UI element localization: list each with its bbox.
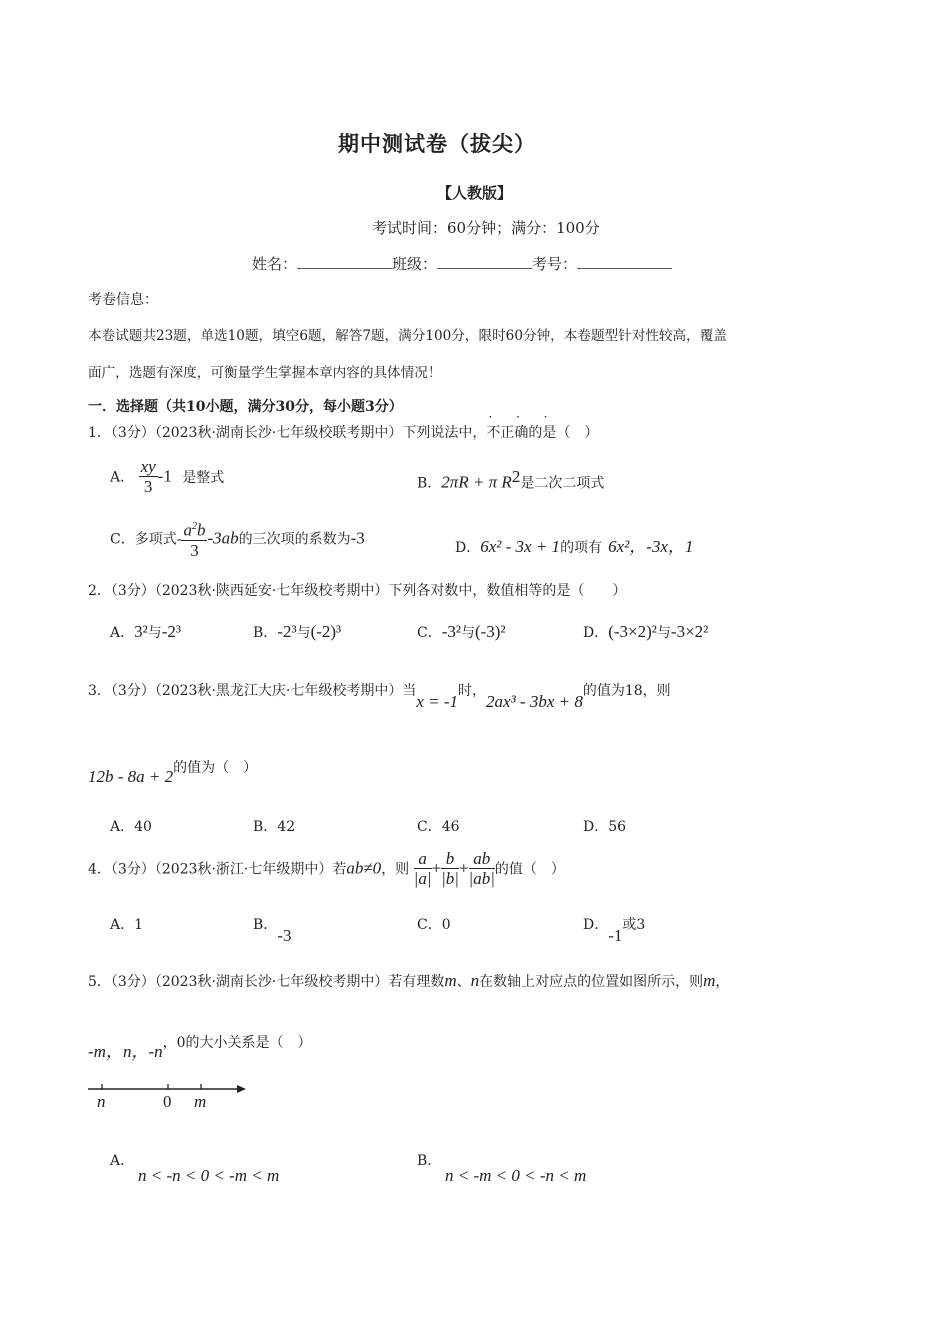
exam-info: 考试时间：60分钟；满分：100分 — [372, 219, 600, 237]
question-3-stem: 3．（3分）（2023秋·黑龙江大庆·七年级校考期中）当x = -1时，2ax³ - 3bx + 8的值为18，则 — [88, 683, 671, 711]
number-label: 考号： — [532, 255, 578, 273]
q2-option-a[interactable]: A．3²与-2³ — [110, 622, 181, 641]
fraction: $\frac{b}{|b|}$ — [441, 849, 459, 888]
question-3-line-2: 12b - 8a + 2的值为（ ） — [88, 760, 258, 786]
name-label: 姓名： — [252, 255, 298, 273]
page-title: 期中测试卷（拔尖） — [338, 131, 536, 156]
info-line-1: 本卷试题共23题，单选10题，填空6题，解答7题，满分100分，限时60分钟，本卷题型针对性较高，覆盖 — [88, 328, 727, 344]
q1-option-a[interactable]: A． $\frac{xy}{3}$ -1 是整式 — [110, 457, 225, 496]
class-blank[interactable] — [437, 254, 532, 269]
q2-option-b[interactable]: B．-2³与(-2)³ — [253, 622, 342, 641]
question-2-stem: 2．（3分）（2023秋·陕西延安·七年级校考期中）下列各对数中，数值相等的是（ ） — [88, 583, 627, 599]
q1-option-b[interactable]: B．2πR + π $R^2$是二次二项式 — [417, 467, 605, 492]
question-5-line-2: -m，n，-n，0的大小关系是（ ） — [88, 1035, 312, 1061]
axis-arrow — [237, 1085, 246, 1093]
axis-label-n: n — [97, 1092, 106, 1111]
q2-option-d[interactable]: D．(-3×2)²与-3×2² — [583, 622, 709, 641]
q4-option-b[interactable]: B．-3 — [253, 917, 292, 945]
name-blank[interactable] — [297, 254, 392, 269]
q1-option-d[interactable]: D．6x² - 3x + 1的项有 6x²，-3x，1 — [455, 537, 694, 556]
axis-label-m: m — [194, 1092, 207, 1111]
student-info-row — [252, 253, 672, 274]
question-1-stem: 1．（3分）（2023秋·湖南长沙·七年级校联考期中）下列说法中， · · · 不正确的是（ ） — [88, 410, 599, 441]
fraction: $\frac{a^2b}{3}$ — [181, 518, 207, 561]
info-heading: 考卷信息： — [88, 292, 158, 308]
q4-option-a[interactable]: A．1 — [110, 917, 144, 933]
fraction: $\frac{ab}{|ab|}$ — [468, 849, 495, 888]
q4-option-c[interactable]: C．0 — [417, 917, 451, 933]
section-heading: 一．选择题（共10小题，满分30分，每小题3分） — [88, 399, 403, 415]
info-line-2: 面广，选题有深度，可衡量学生掌握本章内容的具体情况！ — [88, 365, 442, 381]
q1-option-c[interactable]: C．多项式- $\frac{a^2b}{3}$ -3ab的三次项的系数为-3 — [110, 518, 365, 561]
emphasis-dots: · · · — [488, 410, 558, 424]
q2-option-c[interactable]: C．-3²与(-3)² — [417, 622, 506, 641]
q5-option-b[interactable]: B． n < -m < 0 < -n < m — [417, 1153, 587, 1185]
axis-label-zero: 0 — [163, 1092, 172, 1111]
q3-option-a[interactable]: A．40 — [110, 819, 152, 835]
fraction: $\frac{a}{|a|}$ — [413, 849, 432, 888]
q3-option-b[interactable]: B．42 — [253, 819, 296, 835]
q5-option-a[interactable]: A． n < -n < 0 < -m < m — [110, 1153, 280, 1185]
question-4-stem: 4．（3分）（2023秋·浙江·七年级期中）若ab≠0，则 $\frac{a}{|a|}$ + $\frac{b}{|b|}$ + $\frac{ab}{|ab|}$ 的值（ ） — [88, 849, 565, 888]
emphasis-text: · · · 不正确 — [486, 410, 558, 441]
class-label: 班级： — [392, 255, 438, 273]
question-5-stem: 5．（3分）（2023秋·湖南长沙·七年级校考期中）若有理数m、n在数轴上对应点的位置如图所示，则m， — [88, 971, 730, 990]
q4-option-d[interactable]: D．-1或3 — [583, 917, 646, 945]
q3-option-d[interactable]: D．56 — [583, 819, 627, 835]
edition-label: 【人教版】 — [437, 184, 513, 202]
number-blank[interactable] — [577, 254, 672, 269]
fraction: $\frac{xy}{3}$ — [140, 457, 156, 496]
q3-option-c[interactable]: C．46 — [417, 819, 460, 835]
